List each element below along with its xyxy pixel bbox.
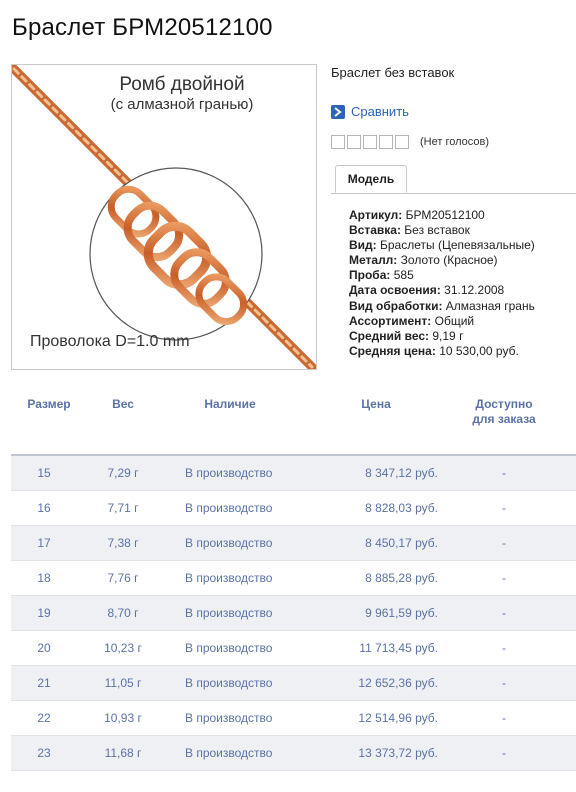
cell-weight: 10,23 г <box>104 641 142 655</box>
product-image[interactable] <box>11 64 317 370</box>
arrow-right-icon <box>331 105 345 119</box>
rating-star-2[interactable] <box>347 135 361 149</box>
cell-weight: 11,05 г <box>104 676 142 690</box>
header-availability[interactable]: Наличие <box>204 397 256 411</box>
cell-size: 22 <box>37 711 51 725</box>
compare-link[interactable] <box>331 104 409 119</box>
cell-availability: В производство <box>185 676 273 690</box>
cell-size: 18 <box>37 571 51 585</box>
cell-order: - <box>502 746 506 760</box>
cell-availability: В производство <box>185 466 273 480</box>
cell-price: 8 828,03 руб. <box>365 501 438 515</box>
cell-weight: 7,76 г <box>107 571 139 585</box>
cell-availability: В производство <box>185 711 273 725</box>
cell-order: - <box>502 606 506 620</box>
cell-size: 16 <box>37 501 51 515</box>
cell-order: - <box>502 571 506 585</box>
cell-size: 20 <box>37 641 51 655</box>
table-row <box>11 736 576 771</box>
rating <box>331 135 489 149</box>
header-price[interactable]: Цена <box>361 397 391 411</box>
header-order[interactable]: Доступно для заказа <box>472 397 536 426</box>
header-size[interactable]: Размер <box>27 397 71 411</box>
image-caption-wire: Проволока D=1.0 mm <box>30 333 190 350</box>
cell-availability: В производство <box>185 606 273 620</box>
spec-assortment: Ассортимент: Общий <box>349 313 475 328</box>
cell-order: - <box>502 711 506 725</box>
cell-size: 23 <box>37 746 51 760</box>
spec-list <box>349 208 535 359</box>
cell-weight: 8,70 г <box>107 606 139 620</box>
header-weight[interactable]: Вес <box>112 397 134 411</box>
cell-price: 12 514,96 руб. <box>358 711 438 725</box>
rating-star-1[interactable] <box>331 135 345 149</box>
table-row <box>11 491 576 526</box>
cell-availability: В производство <box>185 536 273 550</box>
spec-insert: Вставка: Без вставок <box>349 223 470 238</box>
cell-price: 12 652,36 руб. <box>358 676 438 690</box>
cell-size: 15 <box>37 466 51 480</box>
cell-price: 9 961,59 руб. <box>365 606 438 620</box>
table-row <box>11 456 576 491</box>
rating-star-4[interactable] <box>379 135 393 149</box>
cell-order: - <box>502 466 506 480</box>
spec-avg-weight: Средний вес: 9,19 г <box>349 328 464 343</box>
cell-price: 8 885,28 руб. <box>365 571 438 585</box>
cell-price: 13 373,72 руб. <box>358 746 438 760</box>
image-caption-subtitle: (с алмазной гранью) <box>110 96 254 113</box>
table-row <box>11 631 576 666</box>
cell-order: - <box>502 676 506 690</box>
cell-availability: В производство <box>185 571 273 585</box>
table-row <box>11 666 576 701</box>
rating-star-5[interactable] <box>395 135 409 149</box>
cell-price: 8 347,12 руб. <box>365 466 438 480</box>
rating-star-3[interactable] <box>363 135 377 149</box>
cell-availability: В производство <box>185 746 273 760</box>
compare-label: Сравнить <box>351 104 409 119</box>
cell-size: 21 <box>37 676 51 690</box>
table-row <box>11 526 576 561</box>
rating-votes-text: (Нет голосов) <box>420 136 490 148</box>
cell-availability: В производство <box>185 501 273 515</box>
cell-availability: В производство <box>185 641 273 655</box>
cell-order: - <box>502 501 506 515</box>
spec-avg-price: Средняя цена: 10 530,00 руб. <box>349 343 519 358</box>
cell-weight: 7,71 г <box>107 501 139 515</box>
tab-strip <box>331 193 576 194</box>
page-title: Браслет БРМ20512100 <box>12 14 273 41</box>
product-subtitle: Браслет без вставок <box>331 65 455 80</box>
spec-metal: Металл: Золото (Красное) <box>349 253 498 268</box>
table-row <box>11 561 576 596</box>
spec-type: Вид: Браслеты (Цепевязальные) <box>349 238 535 253</box>
cell-order: - <box>502 641 506 655</box>
cell-weight: 10,93 г <box>104 711 142 725</box>
spec-processing: Вид обработки: Алмазная грань <box>349 298 535 313</box>
cell-price: 8 450,17 руб. <box>365 536 438 550</box>
cell-weight: 11,68 г <box>104 746 142 760</box>
spec-fineness: Проба: 585 <box>349 268 414 283</box>
cell-size: 17 <box>37 536 51 550</box>
cell-weight: 7,38 г <box>107 536 139 550</box>
image-caption-title: Ромб двойной <box>119 74 245 95</box>
table-body <box>11 456 576 771</box>
table-row <box>11 701 576 736</box>
cell-weight: 7,29 г <box>107 466 139 480</box>
cell-order: - <box>502 536 506 550</box>
table-header <box>11 390 576 440</box>
tab-model[interactable]: Модель <box>335 165 407 193</box>
spec-date: Дата освоения: 31.12.2008 <box>349 283 505 298</box>
cell-price: 11 713,45 руб. <box>359 641 438 655</box>
cell-size: 19 <box>37 606 51 620</box>
table-row <box>11 596 576 631</box>
spec-article: Артикул: БРМ20512100 <box>349 208 485 222</box>
